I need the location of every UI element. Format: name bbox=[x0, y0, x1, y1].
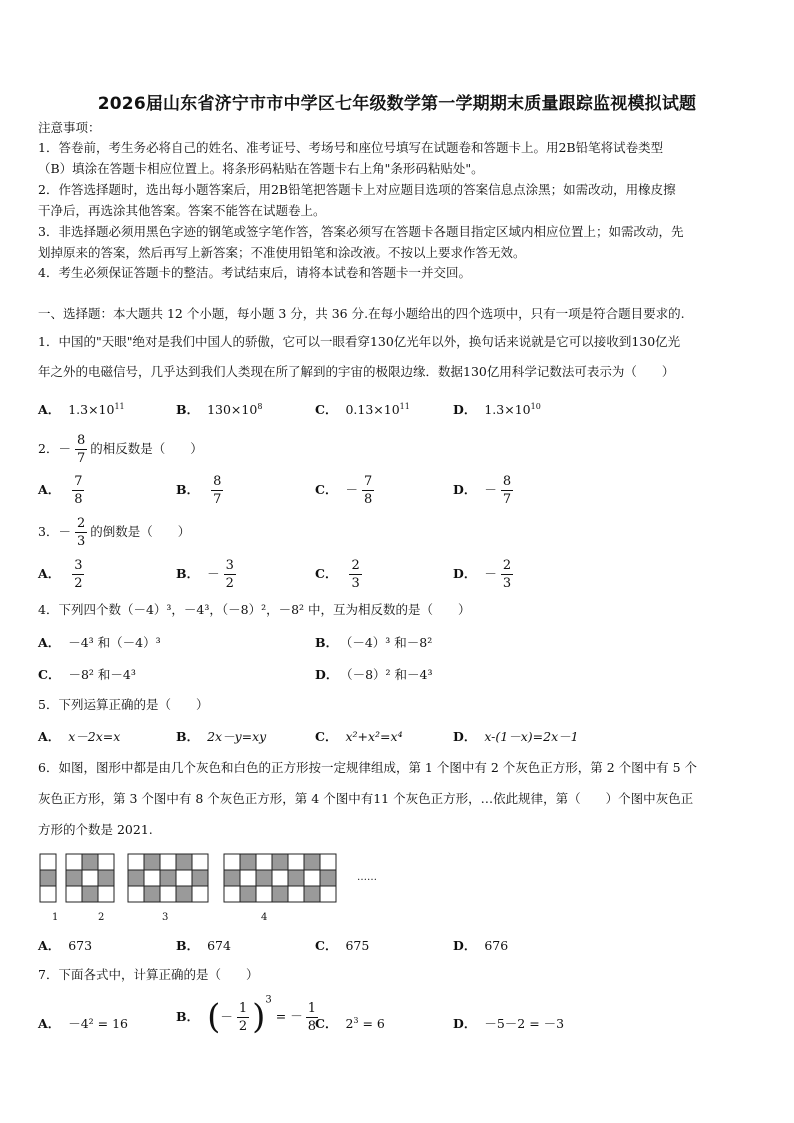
q4-option-d: D． （－8）² 和－4³ bbox=[315, 667, 433, 682]
white-square bbox=[320, 854, 336, 870]
white-square bbox=[256, 854, 272, 870]
q5-option-b: B． 2x－y=xy bbox=[176, 729, 267, 744]
notice-line: （B）填涂在答题卡相应位置上。将条形码粘贴在答题卡右上角"条形码粘贴处"。 bbox=[38, 161, 484, 176]
q1-option-d: D． $1.3\times 10^{10}$ bbox=[453, 401, 541, 417]
gray-square bbox=[320, 870, 336, 886]
q4-option-c: C． －8² 和－4³ bbox=[38, 667, 136, 682]
notice-line: 划掉原来的答案，然后再写上新答案；不准使用铅笔和涂改液。不按以上要求作答无效。 bbox=[38, 245, 526, 260]
q3-option-b: B． － $\frac{3}{2}$ bbox=[176, 558, 234, 591]
q4-stem: 4．下列四个数（－4）³，－4³，（－8）²，－8² 中，互为相反数的是（ ） bbox=[38, 602, 471, 617]
pattern-grids bbox=[38, 846, 398, 914]
q1-option-b: B． $130\times 10^8$ bbox=[176, 401, 263, 417]
q2-option-c: C． － $\frac{7}{8}$ bbox=[315, 474, 373, 507]
white-square bbox=[240, 870, 256, 886]
figure-label-4: 4 bbox=[261, 912, 268, 923]
gray-square bbox=[256, 870, 272, 886]
q7-stem: 7．下面各式中，计算正确的是（ ） bbox=[38, 967, 259, 982]
q5-stem: 5．下列运算正确的是（ ） bbox=[38, 697, 209, 712]
q3-option-d: D． － $\frac{2}{3}$ bbox=[453, 558, 512, 591]
gray-square bbox=[176, 886, 192, 902]
page-title: 2026届山东省济宁市市中学区七年级数学第一学期期末质量跟踪监视模拟试题 bbox=[97, 94, 697, 114]
gray-square bbox=[224, 870, 240, 886]
section-header: 一、选择题：本大题共 12 个小题，每小题 3 分，共 36 分.在每小题给出的四个选项中，只有一项是符合题目要求的. bbox=[38, 306, 685, 321]
q1-stem-line1: 1．中国的"天眼"绝对是我们中国人的骄傲，它可以一眼看穿130亿光年以外，换句话来说就是它可以接收到130亿光 bbox=[38, 334, 681, 349]
gray-square bbox=[40, 870, 56, 886]
white-square bbox=[128, 886, 144, 902]
q5-option-c: C． x²+x²=x⁴ bbox=[315, 729, 403, 744]
q7-option-d: D． －5－2 = －3 bbox=[453, 1016, 565, 1031]
fraction: $\frac{8}{7}$ bbox=[76, 433, 86, 466]
white-square bbox=[224, 886, 240, 902]
q1-option-a: A． $1.3\times 10^{11}$ bbox=[38, 401, 125, 417]
notice-line: 3．非选择题必须用黑色字迹的钢笔或签字笔作答，答案必须写在答题卡各题目指定区域内相应位置上；如需改动，先 bbox=[38, 224, 684, 239]
q6-option-c: C． 675 bbox=[315, 938, 370, 953]
gray-square bbox=[82, 854, 98, 870]
white-square bbox=[66, 854, 82, 870]
q3-stem: 3．－ $\frac{2}{3}$ 的倒数是（ ） bbox=[38, 516, 191, 549]
notice-line: 1．答卷前，考生务必将自己的姓名、准考证号、考场号和座位号填写在试题卷和答题卡上。用2B铅笔将试卷类型 bbox=[38, 140, 664, 155]
white-square bbox=[128, 854, 144, 870]
gray-square bbox=[288, 870, 304, 886]
q7-option-c: C． $2^3 = 6$ bbox=[315, 1015, 385, 1031]
notice-heading: 注意事项： bbox=[38, 120, 101, 135]
q1-option-c: C． $0.13\times 10^{11}$ bbox=[315, 401, 410, 417]
gray-square bbox=[272, 854, 288, 870]
gray-square bbox=[144, 886, 160, 902]
notice-line: 2．作答选择题时，选出每小题答案后，用2B铅笔把答题卡上对应题目选项的答案信息点涂黑；如需改动，用橡皮擦 bbox=[38, 182, 676, 197]
white-square bbox=[98, 854, 114, 870]
white-square bbox=[160, 854, 176, 870]
white-square bbox=[224, 854, 240, 870]
gray-square bbox=[192, 870, 208, 886]
q6-stem-line3: 方形的个数是 2021. bbox=[38, 822, 153, 837]
white-square bbox=[320, 886, 336, 902]
q2-option-d: D． － $\frac{8}{7}$ bbox=[453, 474, 512, 507]
gray-square bbox=[82, 886, 98, 902]
white-square bbox=[160, 886, 176, 902]
q2-option-a: A． $\frac{7}{8}$ bbox=[38, 474, 83, 507]
white-square bbox=[304, 870, 320, 886]
gray-square bbox=[176, 854, 192, 870]
white-square bbox=[272, 870, 288, 886]
q6-option-b: B． 674 bbox=[176, 938, 231, 953]
figure-ellipsis: …… bbox=[357, 872, 377, 883]
gray-square bbox=[128, 870, 144, 886]
q6-pattern-figure bbox=[38, 846, 398, 914]
gray-square bbox=[240, 854, 256, 870]
q2-option-b: B． $\frac{8}{7}$ bbox=[176, 474, 222, 507]
gray-square bbox=[240, 886, 256, 902]
white-square bbox=[192, 854, 208, 870]
q6-option-d: D． 676 bbox=[453, 938, 509, 953]
white-square bbox=[82, 870, 98, 886]
q5-option-d: D． x-(1－x)=2x－1 bbox=[453, 729, 579, 744]
gray-square bbox=[98, 870, 114, 886]
white-square bbox=[98, 886, 114, 902]
white-square bbox=[176, 870, 192, 886]
q4-option-a: A． －4³ 和（－4）³ bbox=[38, 635, 161, 650]
notice-line: 干净后，再选涂其他答案。答案不能答在试题卷上。 bbox=[38, 203, 326, 218]
figure-label-2: 2 bbox=[98, 912, 105, 923]
q1-stem-line2: 年之外的电磁信号，几乎达到我们人类现在所了解到的宇宙的极限边缘．数据130亿用科学记数法可表示为（ ） bbox=[38, 364, 675, 379]
q3-option-c: C． $\frac{2}{3}$ bbox=[315, 558, 360, 591]
white-square bbox=[66, 886, 82, 902]
gray-square bbox=[160, 870, 176, 886]
white-square bbox=[288, 886, 304, 902]
q7-option-b: B． (－ $\frac{1}{2}$ )$^3$ = － $\frac{1}{8}$ bbox=[176, 994, 316, 1037]
figure-label-3: 3 bbox=[162, 912, 169, 923]
q6-option-a: A． 673 bbox=[38, 938, 93, 953]
notice-line: 4．考生必须保证答题卡的整洁。考试结束后，请将本试卷和答题卡一并交回。 bbox=[38, 265, 471, 280]
q3-option-a: A． $\frac{3}{2}$ bbox=[38, 558, 83, 591]
q6-stem-line1: 6．如图，图形中都是由几个灰色和白色的正方形按一定规律组成，第 1 个图中有 2 个灰色正方形，第 2 个图中有 5 个 bbox=[38, 760, 698, 775]
white-square bbox=[192, 886, 208, 902]
q7-option-a: A． －4² = 16 bbox=[38, 1016, 128, 1031]
white-square bbox=[144, 870, 160, 886]
white-square bbox=[256, 886, 272, 902]
white-square bbox=[40, 854, 56, 870]
gray-square bbox=[66, 870, 82, 886]
gray-square bbox=[144, 854, 160, 870]
q4-option-b: B． （－4）³ 和－8² bbox=[315, 635, 433, 650]
q6-stem-line2: 灰色正方形，第 3 个图中有 8 个灰色正方形，第 4 个图中有11 个灰色正方形，…依此规律，第（ ）个图中灰色正 bbox=[38, 791, 694, 806]
gray-square bbox=[304, 886, 320, 902]
q2-stem: 2．－ $\frac{8}{7}$ 的相反数是（ ） bbox=[38, 433, 203, 466]
figure-label-1: 1 bbox=[52, 912, 59, 923]
gray-square bbox=[272, 886, 288, 902]
gray-square bbox=[304, 854, 320, 870]
white-square bbox=[40, 886, 56, 902]
white-square bbox=[288, 854, 304, 870]
q5-option-a: A． x－2x=x bbox=[38, 729, 121, 744]
